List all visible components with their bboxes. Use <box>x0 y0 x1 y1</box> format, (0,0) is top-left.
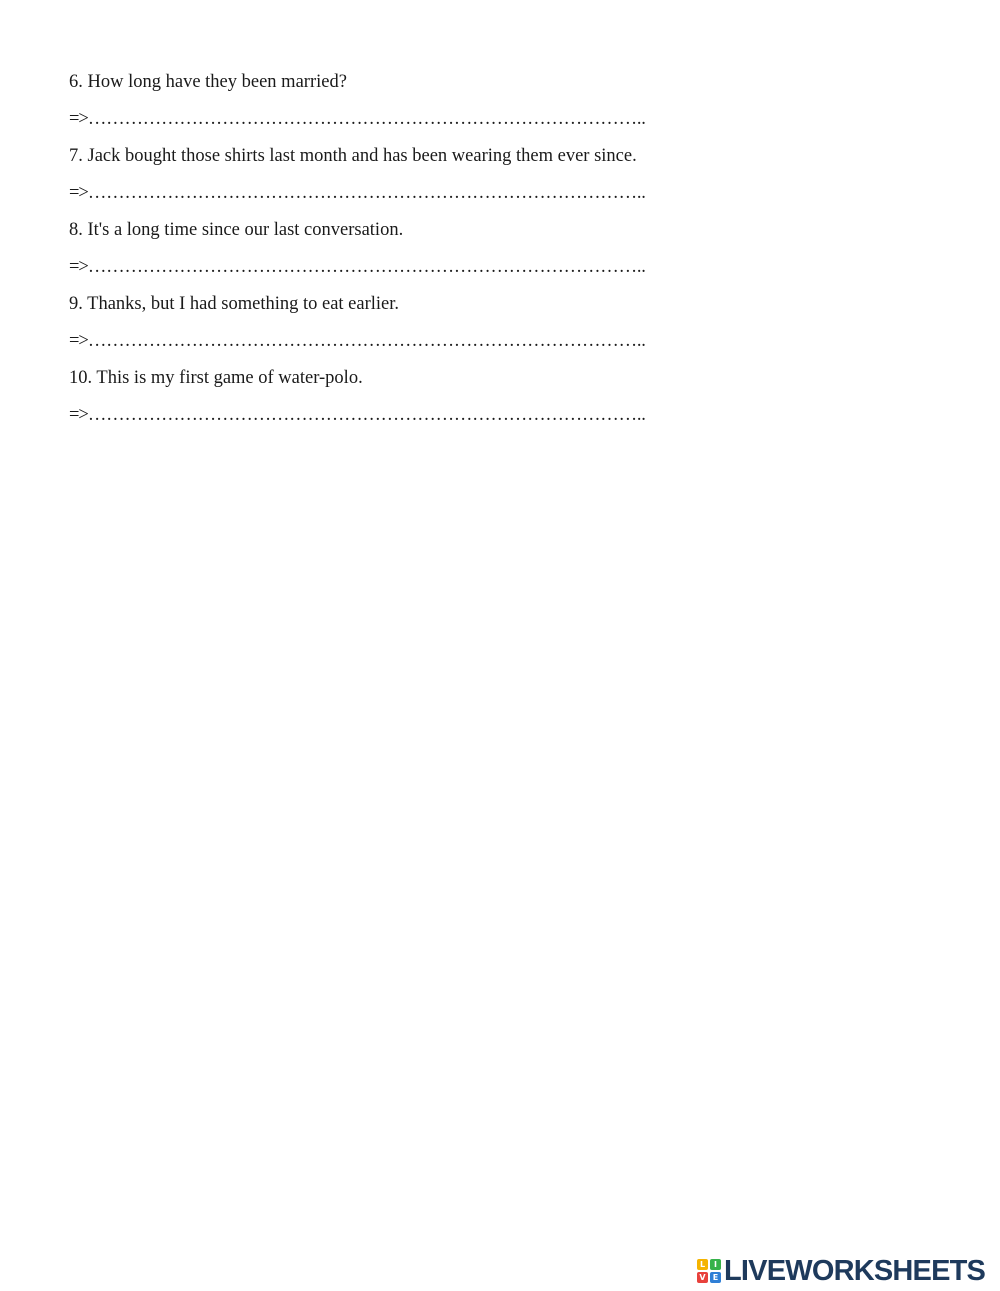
answer-arrow: => <box>69 405 88 425</box>
answer-line-10[interactable] <box>69 401 769 438</box>
logo-tile-v: V <box>697 1272 708 1283</box>
liveworksheets-logo-icon <box>697 1259 721 1283</box>
question-6: 6. How long have they been married? <box>69 72 347 92</box>
question-10: 10. This is my first game of water-polo. <box>69 368 363 388</box>
answer-arrow: => <box>69 331 88 351</box>
answer-line-9[interactable] <box>69 327 769 364</box>
question-9: 9. Thanks, but I had something to eat earlier. <box>69 294 400 314</box>
worksheet-content <box>69 68 769 438</box>
answer-line-6[interactable] <box>69 105 769 142</box>
logo-text: LIVEWORKSHEETS <box>724 1255 986 1287</box>
logo-tile-i: I <box>710 1259 721 1270</box>
answer-arrow: => <box>69 257 88 277</box>
question-8: 8. It's a long time since our last conversation. <box>69 220 404 240</box>
liveworksheets-logo <box>697 1255 986 1287</box>
answer-line-8[interactable] <box>69 253 769 290</box>
answer-line-7[interactable] <box>69 179 769 216</box>
answer-dots: ……………………………………………………………………………….. <box>87 257 646 277</box>
answer-arrow: => <box>69 109 88 129</box>
answer-dots: ……………………………………………………………………………….. <box>87 331 646 351</box>
question-7: 7. Jack bought those shirts last month and has been wearing them ever since. <box>69 146 637 166</box>
answer-dots: ……………………………………………………………………………….. <box>87 405 646 425</box>
answer-arrow: => <box>69 183 88 203</box>
logo-tile-l: L <box>697 1259 708 1270</box>
answer-dots: ……………………………………………………………………………….. <box>87 109 646 129</box>
logo-tile-e: E <box>710 1272 721 1283</box>
answer-dots: ……………………………………………………………………………….. <box>87 183 646 203</box>
